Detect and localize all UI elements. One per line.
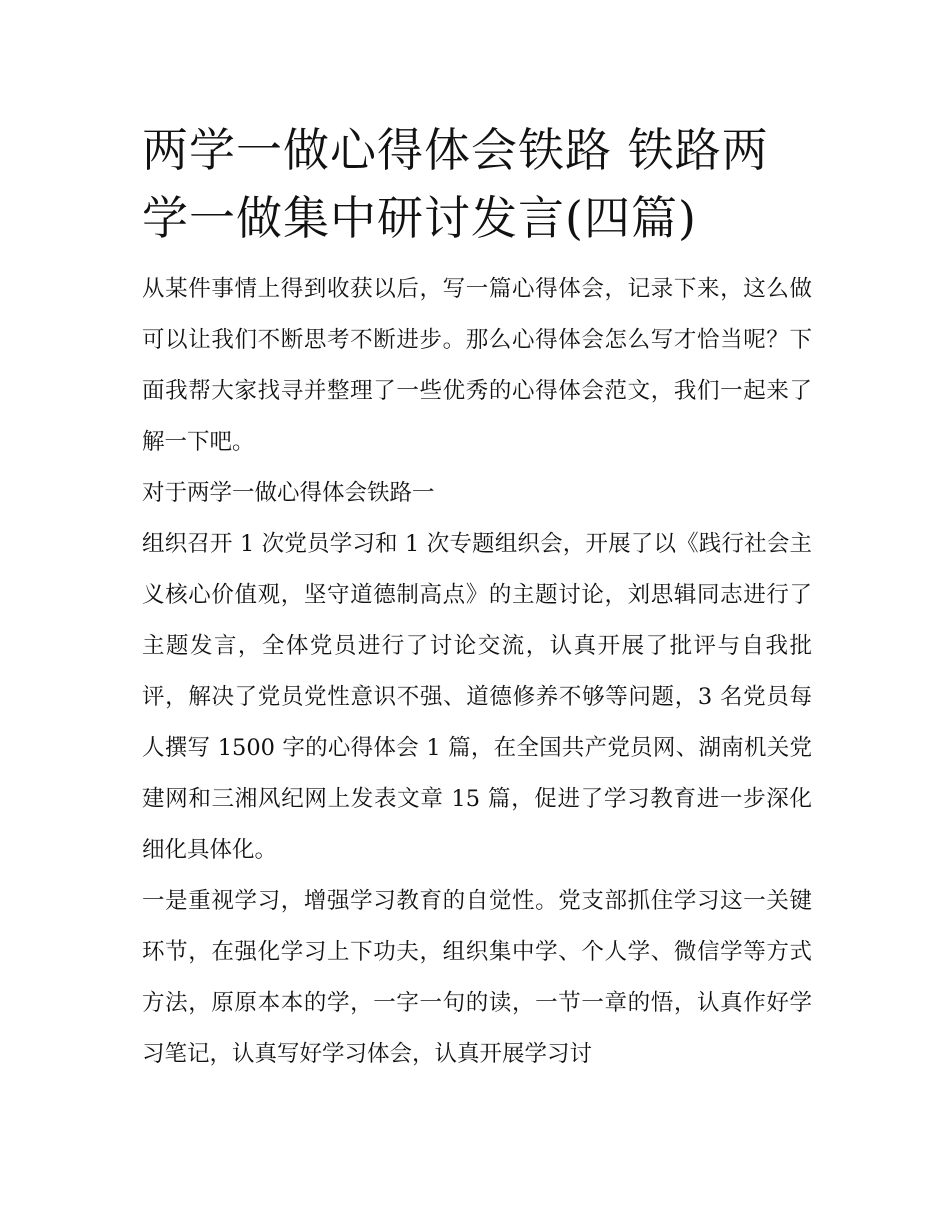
intro-paragraph: 从某件事情上得到收获以后，写一篇心得体会，记录下来，这么做可以让我们不断思考不断进步。那么心得体会怎么写才恰当呢？下面我帮大家找寻并整理了一些优秀的心得体会范文，我们一起来了解一下吧。 [142, 276, 812, 455]
body-paragraph-2: 一是重视学习，增强学习教育的自觉性。党支部抓住学习这一关键环节，在强化学习上下功夫，组织集中学、个人学、微信学等方式方法，原原本本的学，一字一句的读，一节一章的悟，认真作好学习笔记，认真写好学习体会，认真开展学习讨 [142, 888, 812, 1067]
section-heading: 对于两学一做心得体会铁路一 [142, 480, 435, 506]
body-paragraph-1: 组织召开 1 次党员学习和 1 次专题组织会，开展了以《践行社会主义核心价值观，坚守道德制高点》的主题讨论，刘思辑同志进行了主题发言，全体党员进行了讨论交流，认真开展了批评与自我批评，解决了党员党性意识不强、道德修养不够等问题，3 名党员每人撰写 1500 字的心得体会 1 篇，在全国共产党员网、湖南机关党建网和三湘风纪网上发表文章 15 篇，促进了学习教育进一步深化细化具体化。 [142, 531, 812, 863]
document-title: 两学一做心得体会铁路 铁路两学一做集中研讨发言(四篇) [142, 123, 769, 245]
document-page [142, 116, 812, 1080]
